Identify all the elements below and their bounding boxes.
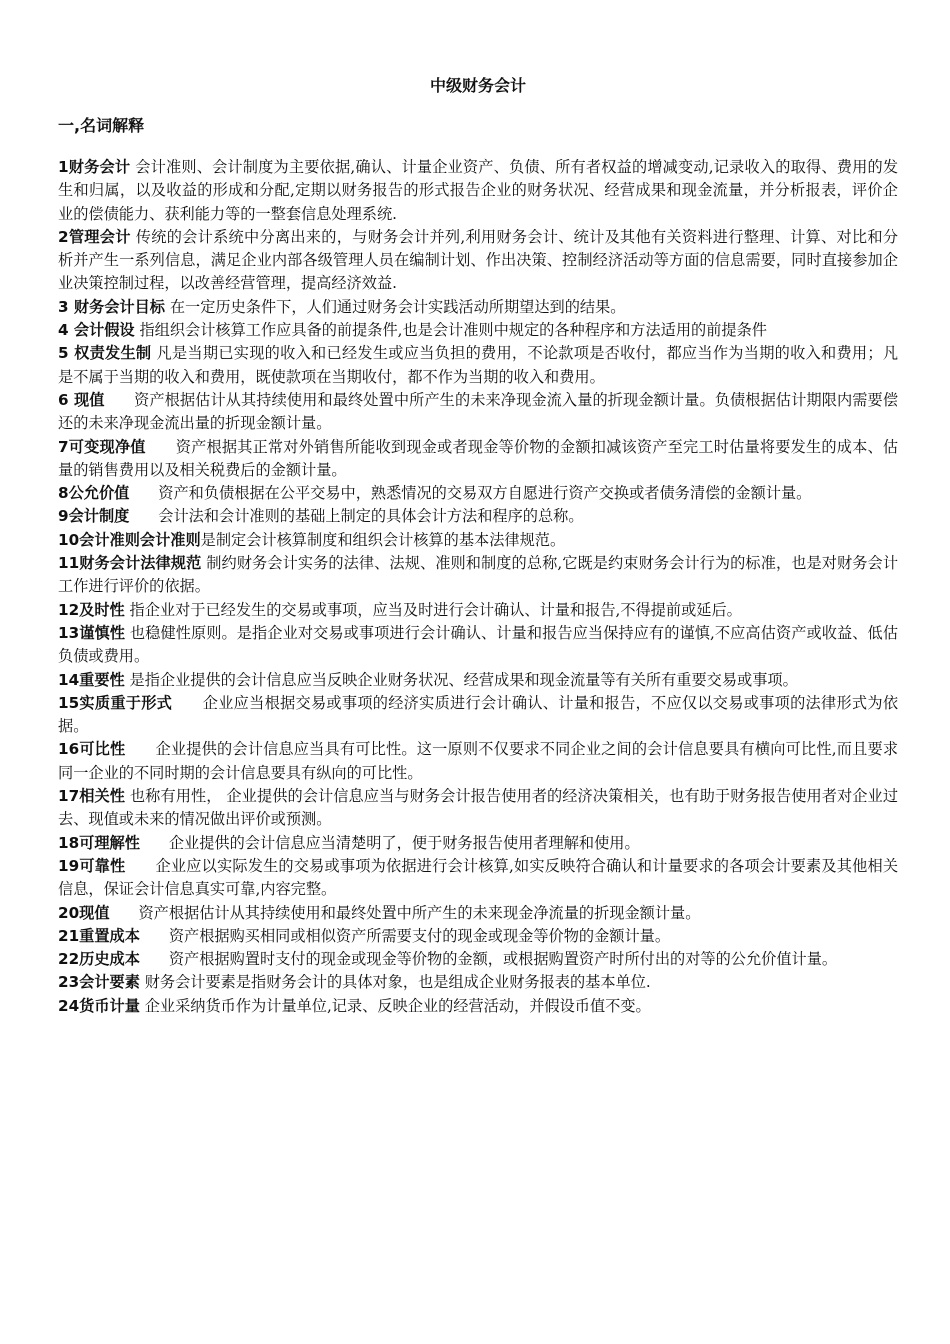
glossary-definition: 资产根据购置时支付的现金或现金等价物的金额，或根据购置资产时所付出的对等的公允价值计量。 [168,950,838,969]
glossary-term: 6 现值 [58,390,105,409]
glossary-term: 19可靠性 [58,856,126,875]
glossary-term: 14重要性 [58,670,125,689]
glossary-entry [58,832,898,855]
term-separator [129,484,158,502]
glossary-list [58,156,898,1018]
glossary-definition: 凡是当期已实现的收入和已经发生或应当负担的费用，不论款项是否收付，都应当作为当期的收入和费用；凡是不属于当期的收入和费用，既使款项在当期收付，都不作为当期的收入和费用。 [58,344,899,386]
glossary-entry [58,482,898,505]
term-separator [125,857,155,875]
glossary-definition: 企业应当根据交易或事项的经济实质进行会计确认、计量和报告，不应仅以交易或事项的法律形式为依据。 [58,693,899,736]
term-separator [172,694,203,712]
glossary-term: 21重置成本 [58,926,140,945]
glossary-definition: 资产和负债根据在公平交易中，熟悉情况的交易双方自愿进行资产交换或者债务清偿的金额计量。 [158,484,812,503]
glossary-definition: 会计准则、会计制度为主要依据,确认、计量企业资产、负债、所有者权益的增减变动,记录收入的取得、费用的发生和归属，以及收益的形成和分配,定期以财务报告的形式报告企业的财务状况、经营成果和现金流量，并分析报表，评价企业的偿债能力、获利能力等的一整套信息处理系统. [58,158,899,223]
glossary-entry [58,669,898,692]
glossary-entry [58,296,898,319]
glossary-term: 13谨慎性 [58,623,126,642]
glossary-entry [58,505,898,528]
glossary-definition: 资产根据其正常对外销售所能收到现金或者现金等价物的金额扣减该资产至完工时估量将要发生的成本、估量的销售费用以及相关税费后的金额计量。 [58,437,899,479]
glossary-term: 5 权责发生制 [58,344,152,363]
glossary-entry [58,552,898,599]
glossary-term: 4 会计假设 [58,321,135,340]
glossary-entry [58,342,898,389]
glossary-term: 15实质重于形式 [58,693,173,712]
term-separator [146,438,176,456]
glossary-entry [58,436,898,483]
glossary-entry [58,925,898,948]
glossary-entry [58,226,898,296]
glossary-definition: 在一定历史条件下，人们通过财务会计实践活动所期望达到的结果。 [169,297,626,316]
glossary-entry [58,622,898,669]
term-separator [140,927,169,945]
glossary-definition: 资产根据估计从其持续使用和最终处置中所产生的未来现金净流量的折现金额计量。 [138,903,701,922]
glossary-entry [58,902,898,925]
glossary-entry [58,971,898,994]
glossary-term: 18可理解性 [58,833,140,852]
glossary-entry [58,738,898,785]
glossary-term: 20现值 [58,903,110,922]
term-separator [140,834,169,852]
glossary-term: 3 财务会计目标 [58,297,165,316]
glossary-entry [58,156,898,226]
glossary-definition: 也稳健性原则。是指企业对交易或事项进行会计确认、计量和报告应当保持应有的谨慎,不应高估资产或收益、低估负债或费用。 [58,623,899,666]
glossary-entry [58,948,898,971]
section-heading: 一,名词解释 [58,116,145,135]
glossary-definition: 企业提供的会计信息应当清楚明了，便于财务报告使用者理解和使用。 [168,833,640,852]
glossary-term: 9会计制度 [58,507,130,526]
glossary-term: 2管理会计 [58,227,131,246]
glossary-definition: 传统的会计系统中分离出来的，与财务会计并列,利用财务会计、统计及其他有关资料进行整理、计算、对比和分析并产生一系列信息，满足企业内部各级管理人员在编制计划、作出决策、控制经济活动等方面的信息需要，同时直接参加企业决策控制过程，以改善经营管理，提高经济效益. [58,227,899,293]
term-separator [105,391,135,409]
glossary-entry [58,389,898,436]
glossary-term: 11财务会计法律规范 [58,554,202,573]
glossary-term: 24货币计量 [58,996,140,1015]
glossary-definition: 是制定会计核算制度和组织会计核算的基本法律规范。 [200,530,566,549]
glossary-entry [58,529,898,552]
glossary-term: 17相关性 [58,787,126,806]
glossary-definition: 会计法和会计准则的基础上制定的具体会计方法和程序的总称。 [158,507,584,526]
glossary-entry [58,855,898,902]
glossary-entry [58,785,898,832]
glossary-entry [58,319,898,342]
glossary-term: 1财务会计 [58,158,131,176]
glossary-definition: 企业采纳货币作为计量单位,记录、反映企业的经营活动，并假设币值不变。 [144,996,651,1015]
document-title: 中级财务会计 [429,76,526,95]
glossary-definition: 制约财务会计实务的法律、法规、准则和制度的总称,它既是约束财务会计行为的标准，也是对财务会计工作进行评价的依据。 [58,554,899,596]
glossary-entry [58,995,898,1018]
term-separator [125,740,155,758]
glossary-term: 8公允价值 [58,484,130,503]
glossary-definition: 财务会计要素是指财务会计的具体对象，也是组成企业财务报表的基本单位. [144,973,651,992]
glossary-definition: 是指企业提供的会计信息应当反映企业财务状况、经营成果和现金流量等有关所有重要交易或事项。 [129,670,798,689]
glossary-term: 23会计要素 [58,973,140,992]
glossary-term: 12及时性 [58,600,125,619]
term-separator [140,950,169,968]
term-separator [110,904,139,922]
glossary-term: 16可比性 [58,740,126,759]
glossary-term: 22历史成本 [58,950,140,969]
glossary-definition: 资产根据估计从其持续使用和最终处置中所产生的未来净现金流入量的折现金额计量。负债根据估计期限内需要偿还的未来净现金流出量的折现金额计量。 [58,390,899,433]
glossary-definition: 企业应以实际发生的交易或事项为依据进行会计核算,如实反映符合确认和计量要求的各项会计要素及其他相关信息，保证会计信息真实可靠,内容完整。 [58,856,899,899]
glossary-definition: 指组织会计核算工作应具备的前提条件,也是会计准则中规定的各种程序和方法适用的前提条件 [139,321,767,340]
glossary-entry [58,599,898,622]
glossary-definition: 资产根据购买相同或相似资产所需要支付的现金或现金等价物的金额计量。 [168,926,671,945]
glossary-definition: 也称有用性， 企业提供的会计信息应当与财务会计报告使用者的经济决策相关，也有助于财务报告使用者对企业过去、现值或未来的情况做出评价或预测。 [58,787,899,829]
glossary-entry [58,692,898,739]
glossary-term: 10会计准则会计准则 [58,530,201,549]
term-separator [129,507,158,525]
glossary-definition: 企业提供的会计信息应当具有可比性。这一原则不仅要求不同企业之间的会计信息要具有横向可比性,而且要求同一企业的不同时期的会计信息要具有纵向的可比性。 [58,740,899,782]
glossary-definition: 指企业对于已经发生的交易或事项，应当及时进行会计确认、计量和报告,不得提前或延后。 [129,600,742,619]
glossary-term: 7可变现净值 [58,437,146,456]
